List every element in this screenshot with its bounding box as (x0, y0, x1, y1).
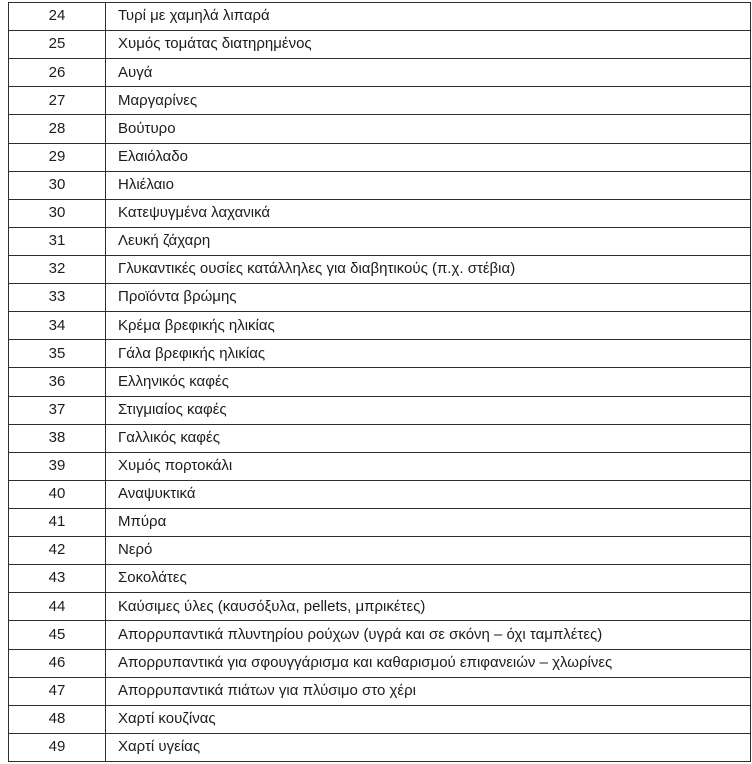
item-number-cell: 44 (9, 593, 106, 620)
table-row (9, 397, 750, 425)
item-number-cell: 43 (9, 565, 106, 592)
table-row (9, 59, 750, 87)
item-number-cell: 39 (9, 453, 106, 480)
item-number-cell: 41 (9, 509, 106, 536)
item-name-cell: Χαρτί υγείας (118, 738, 201, 756)
item-number-cell: 30 (9, 172, 106, 199)
item-name-cell: Καύσιμες ύλες (καυσόξυλα, pellets, μπρικέτες) (118, 597, 426, 615)
item-number-cell: 35 (9, 340, 106, 367)
table-row (9, 3, 750, 31)
item-name-cell: Κρέμα βρεφικής ηλικίας (118, 316, 275, 334)
item-name-cell: Βούτυρο (118, 119, 176, 137)
table-row (9, 200, 750, 228)
table-row (9, 87, 750, 115)
table-row (9, 368, 750, 396)
item-number-cell: 24 (9, 3, 106, 30)
table-row (9, 565, 750, 593)
item-name-cell: Γλυκαντικές ουσίες κατάλληλες για διαβητικούς (π.χ. στέβια) (118, 260, 516, 278)
item-name-cell: Γαλλικός καφές (118, 428, 220, 446)
item-number-cell: 45 (9, 621, 106, 648)
item-name-cell: Προϊόντα βρώμης (118, 288, 237, 306)
item-number-cell: 49 (9, 734, 106, 761)
table-row (9, 537, 750, 565)
table-row (9, 734, 750, 761)
table-row (9, 144, 750, 172)
item-number-cell: 26 (9, 59, 106, 86)
item-name-cell: Απορρυπαντικά πλυντηρίου ρούχων (υγρά και σε σκόνη – όχι ταμπλέτες) (118, 625, 603, 643)
table-row (9, 706, 750, 734)
item-name-cell: Τυρί με χαμηλά λιπαρά (118, 7, 270, 25)
table-row (9, 312, 750, 340)
item-number-cell: 46 (9, 650, 106, 677)
item-number-cell: 32 (9, 256, 106, 283)
item-name-cell: Απορρυπαντικά πιάτων για πλύσιμο στο χέρι (118, 681, 416, 699)
item-number-cell: 38 (9, 425, 106, 452)
item-number-cell: 27 (9, 87, 106, 114)
item-number-cell: 40 (9, 481, 106, 508)
product-table (8, 2, 751, 762)
item-number-cell: 34 (9, 312, 106, 339)
item-number-cell: 42 (9, 537, 106, 564)
item-name-cell: Ελληνικός καφές (118, 372, 229, 390)
item-name-cell: Λευκή ζάχαρη (118, 232, 211, 250)
item-number-cell: 37 (9, 397, 106, 424)
table-row (9, 593, 750, 621)
item-number-cell: 36 (9, 368, 106, 395)
item-name-cell: Μαργαρίνες (118, 91, 198, 109)
item-name-cell: Νερό (118, 541, 153, 559)
item-number-cell: 30 (9, 200, 106, 227)
item-number-cell: 28 (9, 115, 106, 142)
table-row (9, 678, 750, 706)
item-number-cell: 25 (9, 31, 106, 58)
item-name-cell: Γάλα βρεφικής ηλικίας (118, 344, 266, 362)
item-name-cell: Μπύρα (118, 513, 167, 531)
table-row (9, 228, 750, 256)
table-row (9, 650, 750, 678)
item-name-cell: Αναψυκτικά (118, 485, 196, 503)
table-row (9, 453, 750, 481)
item-name-cell: Χυμός τομάτας διατηρημένος (118, 35, 312, 53)
item-name-cell: Ηλιέλαιο (118, 175, 174, 193)
table-row (9, 284, 750, 312)
item-name-cell: Ελαιόλαδο (118, 147, 188, 165)
item-name-cell: Κατεψυγμένα λαχανικά (118, 204, 271, 222)
item-name-cell: Χυμός πορτοκάλι (118, 457, 233, 475)
item-number-cell: 31 (9, 228, 106, 255)
table-row (9, 172, 750, 200)
table-row (9, 256, 750, 284)
table-row (9, 115, 750, 143)
item-name-cell: Χαρτί κουζίνας (118, 710, 216, 728)
table-row (9, 31, 750, 59)
item-number-cell: 29 (9, 144, 106, 171)
item-name-cell: Απορρυπαντικά για σφουγγάρισμα και καθαρισμού επιφανειών – χλωρίνες (118, 653, 613, 671)
table-row (9, 340, 750, 368)
table-row (9, 509, 750, 537)
item-name-cell: Σοκολάτες (118, 569, 187, 587)
item-number-cell: 48 (9, 706, 106, 733)
item-name-cell: Αυγά (118, 63, 153, 81)
item-number-cell: 33 (9, 284, 106, 311)
item-number-cell: 47 (9, 678, 106, 705)
item-name-cell: Στιγμιαίος καφές (118, 400, 227, 418)
table-row (9, 621, 750, 649)
table-row (9, 425, 750, 453)
table-row (9, 481, 750, 509)
